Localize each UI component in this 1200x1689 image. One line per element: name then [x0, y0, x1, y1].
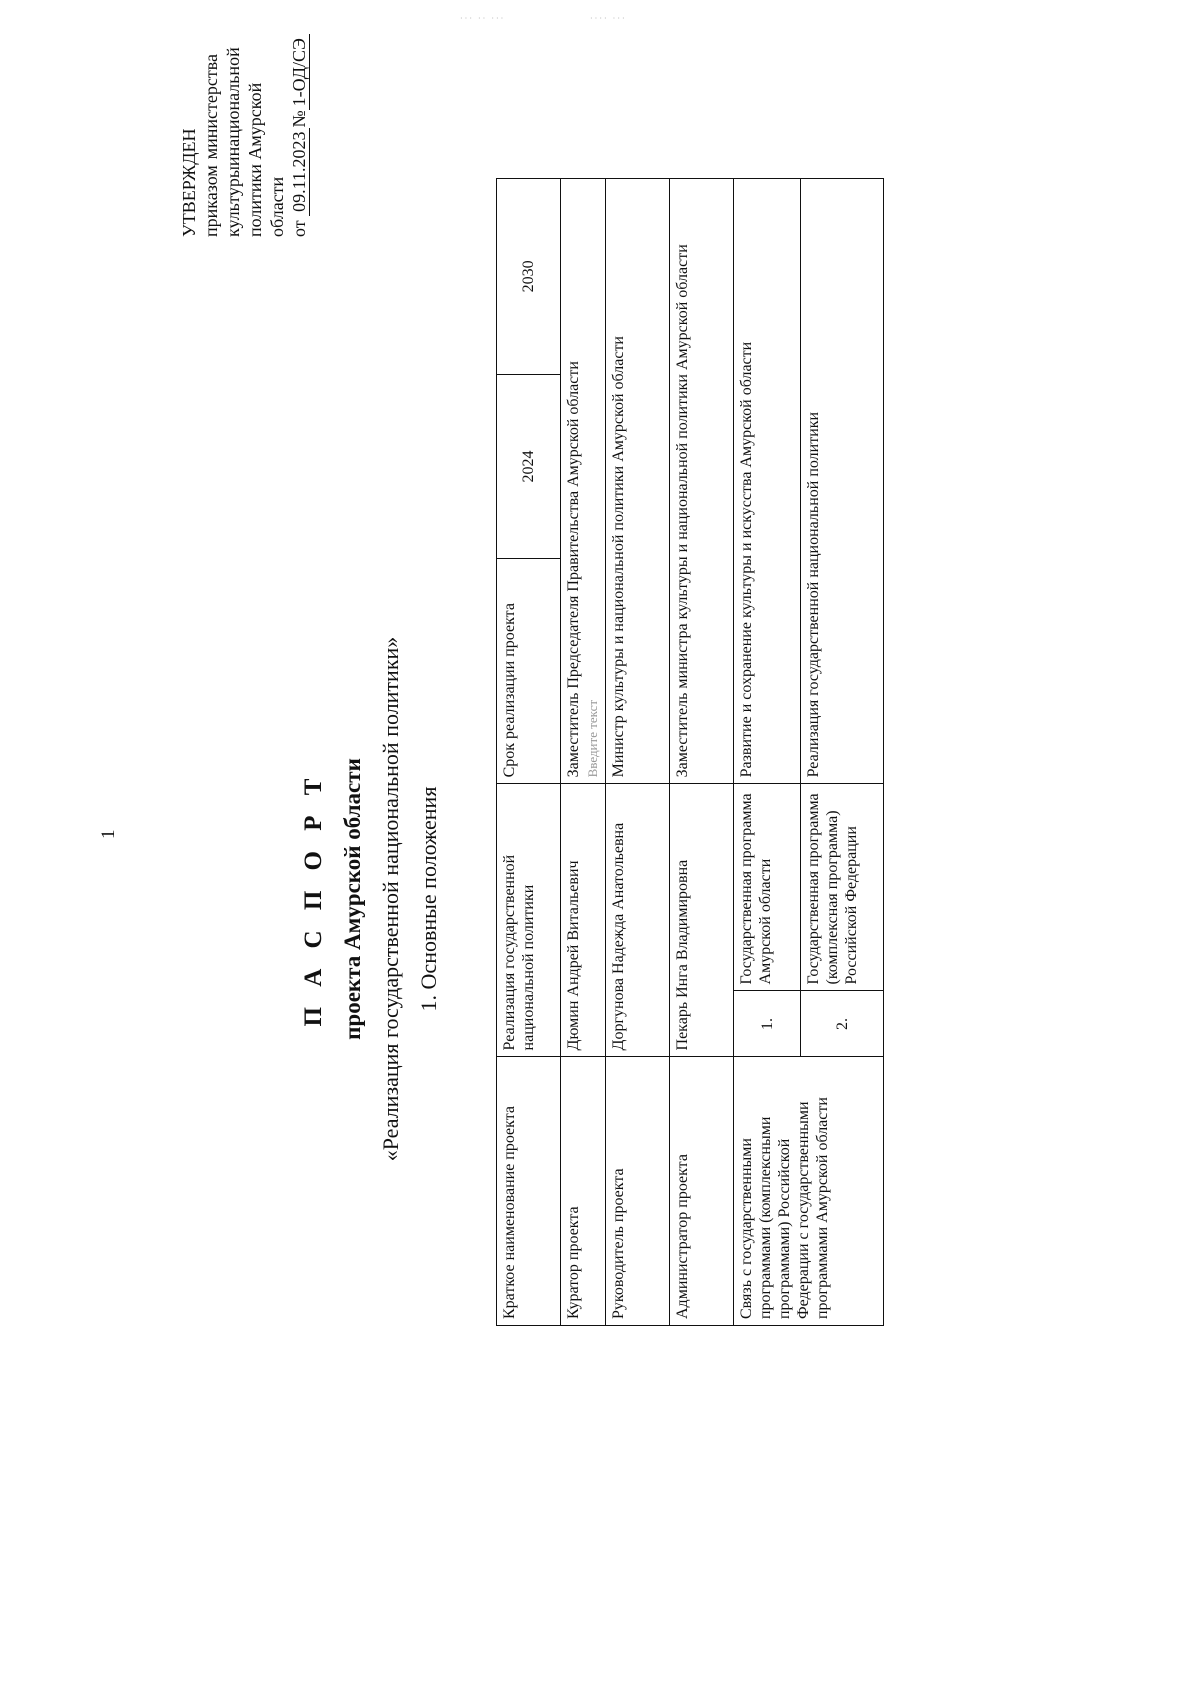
end-year: 2030 — [497, 179, 561, 375]
leader-position: Министр культуры и национальной политики Амурской области — [606, 179, 670, 784]
table-row-leader — [606, 179, 670, 1326]
program-1-type: Государственная программа Амурской области — [734, 784, 801, 991]
approval-date: 09.11.2023 — [289, 128, 310, 216]
approval-title: УТВЕРЖДЕН — [179, 128, 199, 237]
table-row-program-1 — [734, 179, 801, 1326]
document-subtitle: проекта Амурской области — [340, 758, 365, 1040]
table-row-short-name — [497, 179, 561, 1326]
approval-culture-word: культуры — [223, 166, 243, 237]
curator-position-text: Заместитель Председателя Правительства Амурской области — [565, 361, 582, 778]
scan-mark-right: ···· ··· — [590, 14, 627, 23]
watermark-text: Введите текст — [585, 699, 600, 778]
program-2-name: Реализация государственной национальной политики — [801, 179, 884, 784]
approval-ministry-word: министерства — [201, 54, 221, 160]
program-link-label: Связь с государственными программами (комплексными программами) Российской Федерации с государственными программами Амурской области — [734, 1057, 884, 1326]
table-row-admin — [670, 179, 734, 1326]
approval-stamp — [178, 38, 310, 237]
approval-number-prefix: № — [289, 110, 309, 128]
curator-position — [561, 179, 606, 784]
curator-label: Куратор проекта — [561, 1057, 606, 1326]
admin-label: Администратор проекта — [670, 1057, 734, 1326]
approval-order-word: приказом — [201, 165, 221, 237]
page-number: 1 — [98, 829, 119, 839]
table-row-curator — [561, 179, 606, 1326]
leader-name: Доргунова Надежда Анатольевна — [606, 784, 670, 1057]
program-1-number: 1. — [734, 991, 801, 1057]
approval-national-word: национальной — [223, 47, 243, 157]
start-year: 2024 — [497, 374, 561, 558]
short-name-label: Краткое наименование проекта — [497, 1057, 561, 1326]
program-2-type: Государственная программа (комплексная программа) Российской Федерации — [801, 784, 884, 991]
project-name: «Реализация государственной национальной политики» — [378, 636, 403, 1162]
document-title: П А С П О Р Т — [300, 771, 327, 1027]
main-table — [496, 178, 884, 1326]
title-block — [300, 509, 442, 1289]
admin-name: Пекарь Инга Владимировна — [670, 784, 734, 1057]
admin-position: Заместитель министра культуры и национальной политики Амурской области — [670, 179, 734, 784]
term-label: Срок реализации проекта — [497, 559, 561, 784]
short-name-value: Реализация государственной национальной политики — [497, 784, 561, 1057]
program-1-name: Развитие и сохранение культуры и искусства Амурской области — [734, 179, 801, 784]
curator-name: Дюмин Андрей Витальевич — [561, 784, 606, 1057]
approval-date-prefix: от — [289, 220, 309, 237]
program-2-number: 2. — [801, 991, 884, 1057]
approval-number: 1-ОД/СЭ — [289, 34, 310, 110]
approval-policy-line: политики Амурской области — [245, 82, 287, 237]
section-title: 1. Основные положения — [416, 786, 441, 1012]
scan-mark-left: ··· ·· ··· — [460, 14, 506, 23]
approval-and-word: и — [223, 156, 243, 167]
leader-label: Руководитель проекта — [606, 1057, 670, 1326]
